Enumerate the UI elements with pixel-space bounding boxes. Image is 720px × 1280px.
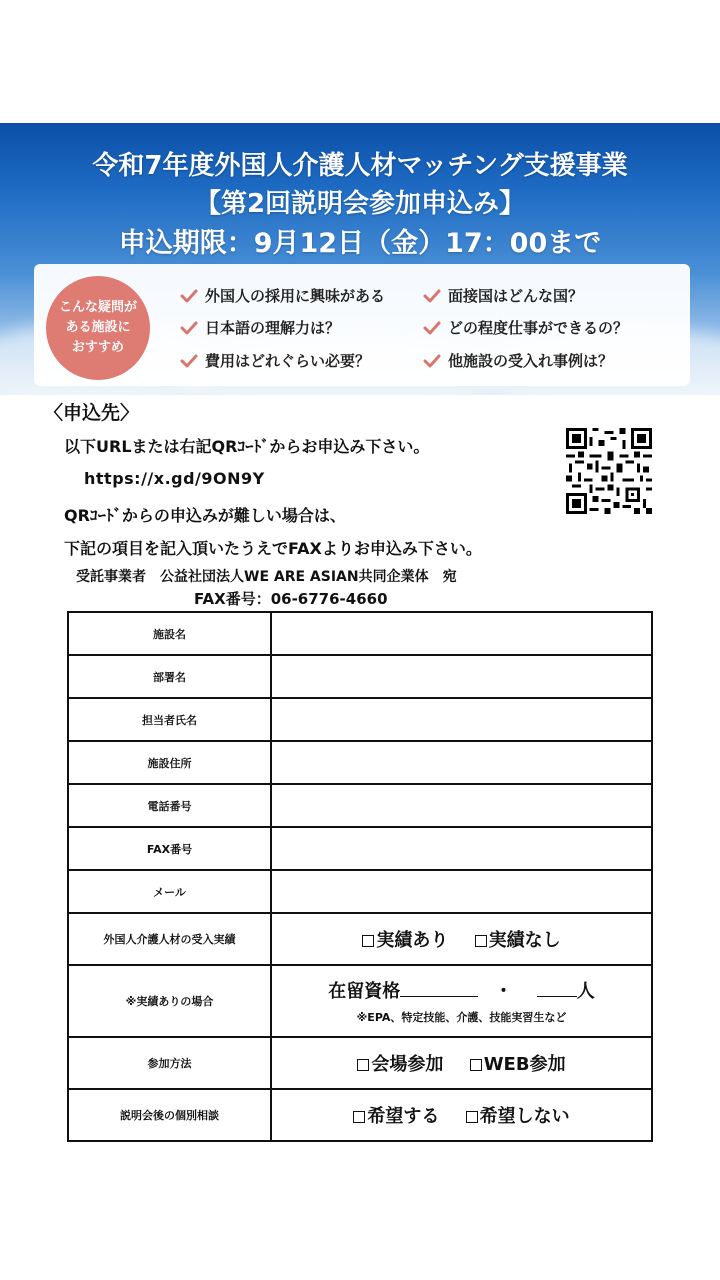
question-text: 他施設の受入れ事例は？: [448, 352, 614, 370]
qr-code-image[interactable]: [566, 428, 652, 514]
method-options: [271, 1037, 652, 1089]
consult-no-option[interactable]: [466, 1102, 570, 1128]
unit-label: 人: [576, 981, 595, 1002]
form-row: [68, 698, 652, 741]
option-label: 実績あり: [376, 930, 449, 951]
form-row: [68, 655, 652, 698]
form-label: ※実績ありの場合: [68, 965, 271, 1037]
checkbox[interactable]: [470, 1059, 482, 1071]
fax-field[interactable]: [271, 827, 652, 870]
residence-status-label: 在留資格: [328, 981, 401, 1002]
recommend-badge: [46, 276, 150, 380]
form-label: 部署名: [68, 655, 271, 698]
deadline: 申込期限：9月12日（金）17：00まで: [118, 228, 602, 259]
form-label: 説明会後の個別相談: [68, 1089, 271, 1141]
form-row: [68, 827, 652, 870]
acceptance-yes-option[interactable]: [362, 926, 448, 952]
checkbox[interactable]: [475, 935, 487, 947]
email-field[interactable]: [271, 870, 652, 913]
form-label: メール: [68, 870, 271, 913]
consult-options: [271, 1089, 652, 1141]
checkbox[interactable]: [362, 935, 374, 947]
check-icon: [180, 288, 198, 304]
recipient: 受託事業者 公益社団法人WE ARE ASIAN共同企業体 宛: [76, 569, 457, 585]
count-blank[interactable]: [537, 982, 577, 997]
contact-person-field[interactable]: [271, 698, 652, 741]
residence-status-blank[interactable]: [400, 982, 478, 997]
question-item: [423, 317, 628, 338]
check-icon: [423, 320, 441, 336]
acceptance-options: [271, 913, 652, 965]
option-label: 希望する: [367, 1106, 440, 1127]
apply-fax-note: QRｺｰﾄﾞからの申込みが難しい場合は、: [64, 506, 346, 525]
question-item: [180, 285, 385, 306]
question-text: どの程度仕事ができるの？: [448, 319, 629, 337]
question-item: [180, 317, 340, 338]
check-icon: [180, 353, 198, 369]
phone-field[interactable]: [271, 784, 652, 827]
question-box: [34, 264, 690, 386]
option-label: 実績なし: [488, 930, 561, 951]
option-label: 会場参加: [371, 1054, 444, 1075]
form-row: [68, 965, 652, 1037]
header-banner: [0, 123, 720, 395]
checkbox[interactable]: [466, 1111, 478, 1123]
check-icon: [423, 353, 441, 369]
question-text: 面接国はどんな国？: [448, 287, 584, 305]
option-label: WEB参加: [483, 1054, 566, 1075]
venue-option[interactable]: [357, 1050, 443, 1076]
form-label: 施設住所: [68, 741, 271, 784]
facility-name-field[interactable]: [271, 612, 652, 655]
separator: ・: [494, 981, 513, 1002]
question-text: 日本語の理解力は？: [205, 319, 341, 337]
acceptance-no-option[interactable]: [475, 926, 561, 952]
application-form-table: [67, 611, 653, 1142]
event-title: 令和7年度外国人介護人材マッチング支援事業: [92, 151, 628, 181]
form-row: [68, 913, 652, 965]
badge-line: ある施設に: [65, 320, 131, 335]
apply-fax-instruction: 下記の項目を記入頂いたうえでFAXよりお申込み下さい。: [64, 539, 482, 558]
form-label: 施設名: [68, 612, 271, 655]
question-text: 費用はどれぐらい必要？: [205, 352, 371, 370]
question-item: [180, 350, 370, 371]
form-label: 外国人介護人材の受入実績: [68, 913, 271, 965]
check-icon: [180, 320, 198, 336]
badge-line: おすすめ: [71, 340, 125, 355]
option-label: 希望しない: [479, 1106, 570, 1127]
form-label: 電話番号: [68, 784, 271, 827]
form-row: [68, 784, 652, 827]
checkbox[interactable]: [353, 1111, 365, 1123]
event-subtitle: 【第2回説明会参加申込み】: [194, 189, 526, 219]
form-row: [68, 612, 652, 655]
form-row: [68, 1089, 652, 1141]
web-option[interactable]: [470, 1050, 566, 1076]
apply-instruction: 以下URLまたは右記QRｺｰﾄﾞからお申込み下さい。: [64, 437, 430, 456]
question-item: [423, 350, 613, 371]
form-row: [68, 1037, 652, 1089]
checkbox[interactable]: [357, 1059, 369, 1071]
form-row: [68, 741, 652, 784]
question-item: [423, 285, 583, 306]
apply-url-link[interactable]: https://x.gd/9ON9Y: [84, 469, 265, 488]
apply-heading: 〈申込先〉: [44, 402, 140, 424]
fax-number: FAX番号：06-6776-4660: [194, 590, 388, 608]
form-row: [68, 870, 652, 913]
question-text: 外国人の採用に興味がある: [205, 287, 386, 305]
form-label: FAX番号: [68, 827, 271, 870]
department-field[interactable]: [271, 655, 652, 698]
badge-line: こんな疑問が: [58, 300, 137, 315]
consult-yes-option[interactable]: [353, 1102, 439, 1128]
address-field[interactable]: [271, 741, 652, 784]
residence-status-note: ※EPA、特定技能、介護、技能実習生など: [356, 1011, 567, 1024]
residence-status-cell: [271, 965, 652, 1037]
form-label: 参加方法: [68, 1037, 271, 1089]
form-label: 担当者氏名: [68, 698, 271, 741]
check-icon: [423, 288, 441, 304]
